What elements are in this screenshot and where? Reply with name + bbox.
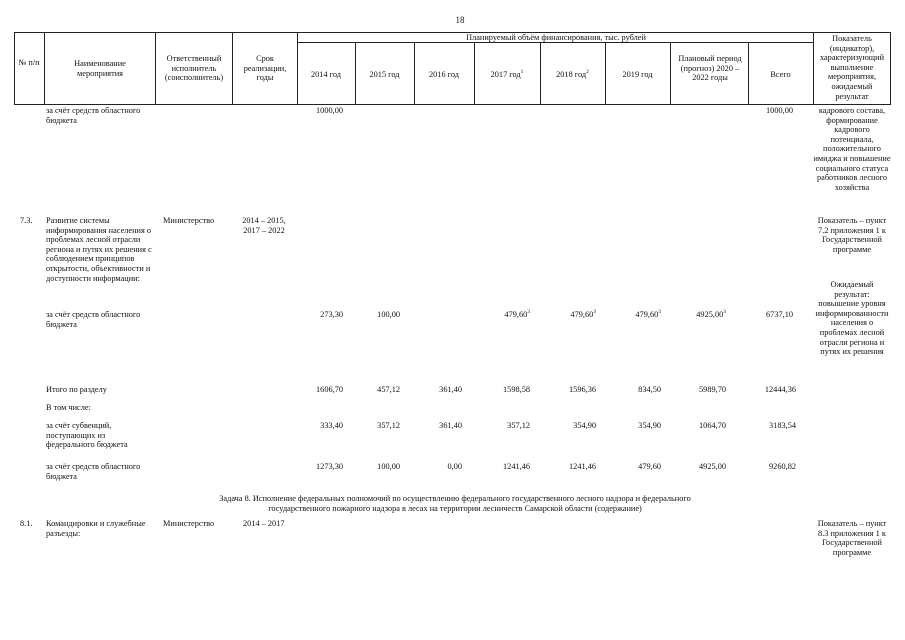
row-subv-name: за счёт субвенций, поступающих из федерального бюджета <box>46 421 128 450</box>
task-8-heading: Задача 8. Исполнение федеральных полномочий по осуществлению федерального государственного лесного надзора и федерального государственного пожарного надзора в лесах на территории лесничеств Самарской области (содержание) <box>219 494 691 513</box>
header-num: № п/п <box>18 58 40 67</box>
col-line <box>155 32 156 105</box>
row-7-3-budget-planned: 4925,00$^3$ <box>696 309 726 319</box>
row-itogo-2016: 361,40 <box>439 385 462 394</box>
row-budget-2014: 1000,00 <box>316 106 343 115</box>
header-term: Срок реализации, годы <box>243 54 287 83</box>
row-subv-total: 3183,54 <box>769 421 796 430</box>
row-obl-planned: 4925,00 <box>699 462 726 471</box>
row-obl-2019: 479,60 <box>638 462 661 471</box>
col-line <box>232 32 233 105</box>
header-bottom-border <box>14 104 890 105</box>
row-obl-2018: 1241,46 <box>569 462 596 471</box>
col-line <box>14 32 15 105</box>
col-line <box>890 32 891 105</box>
row-budget-name: за счёт средств областного бюджета <box>46 106 141 125</box>
row-subv-2016: 361,40 <box>439 421 462 430</box>
row-subv-2015: 357,12 <box>377 421 400 430</box>
row-7-3-executor: Министерство <box>163 216 215 225</box>
row-obl-total: 9260,82 <box>769 462 796 471</box>
row-itogo-2014: 1606,70 <box>316 385 343 394</box>
header-planned: Плановый период (прогноз) 2020 – 2022 годы <box>678 54 742 83</box>
row-7-3-budget-total: 6737,10 <box>766 310 793 319</box>
row-itogo-2017: 1598,58 <box>503 385 530 394</box>
header-name: Наименование мероприятия <box>74 59 126 78</box>
header-year-2018: 2018 год$^2$ <box>556 69 589 79</box>
row-subv-2018: 354,90 <box>573 421 596 430</box>
row-itogo-2015: 457,12 <box>377 385 400 394</box>
page-number: 18 <box>455 15 465 25</box>
row-itogo-name: Итого по разделу <box>46 385 107 394</box>
row-itogo-planned: 5989,70 <box>699 385 726 394</box>
col-line <box>670 42 671 105</box>
row-7-3-budget-2018: 479,60$^3$ <box>570 309 596 319</box>
header-funding-group: Планируемый объём финансирования, тыс. рублей <box>466 33 646 42</box>
row-7-3-budget-indicator: Ожидаемый результат: повышение уровня информированности населения о проблемах лесной отрасли региона и путях их решения <box>815 280 889 357</box>
header-year-2014: 2014 год <box>311 70 341 79</box>
row-obl-name: за счёт средств областного бюджета <box>46 462 141 481</box>
header-year-2017: 2017 год$^1$ <box>490 69 524 79</box>
col-line <box>297 32 298 105</box>
row-8-1-indicator: Показатель – пункт 8.3 приложения 1 к Государственной программе <box>817 519 887 557</box>
col-line <box>813 32 814 105</box>
header-year-2015: 2015 год <box>369 70 400 79</box>
row-7-3-budget-2015: 100,00 <box>377 310 400 319</box>
row-subv-2014: 333,40 <box>320 421 343 430</box>
header-year-2019: 2019 год <box>622 70 653 79</box>
header-year-2016: 2016 год <box>429 70 459 79</box>
header-total: Всего <box>770 70 791 79</box>
row-7-3-budget-2019: 479,60$^3$ <box>635 309 661 319</box>
row-obl-2014: 1273,30 <box>316 462 343 471</box>
row-itogo-2018: 1596,36 <box>569 385 596 394</box>
row-7-3-indicator: Показатель – пункт 7.2 приложения 1 к Государственной программе <box>817 216 887 254</box>
row-subv-2019: 354,90 <box>638 421 661 430</box>
header-indicator: Показатель (индикатор), характеризующий выполнение мероприятия, ожидаемый результат <box>819 34 885 101</box>
row-7-3-term: 2014 – 2015, 2017 – 2022 <box>242 216 286 235</box>
row-obl-2015: 100,00 <box>377 462 400 471</box>
row-8-1-executor: Министерство <box>163 519 215 528</box>
row-8-1-num: 8.1. <box>20 519 33 528</box>
row-7-3-budget-name: за счёт средств областного бюджета <box>46 310 141 329</box>
row-vtom-label: В том числе: <box>46 403 91 412</box>
row-obl-2017: 1241,46 <box>503 462 530 471</box>
row-8-1-name: Командировки и служебные разъезды: <box>46 519 146 538</box>
col-line <box>44 32 45 105</box>
row-obl-2016: 0,00 <box>447 462 462 471</box>
row-7-3-budget-2014: 273,30 <box>320 310 343 319</box>
row-itogo-total: 12444,36 <box>764 385 796 394</box>
row-subv-2017: 357,12 <box>507 421 530 430</box>
row-7-3-budget-2017: 479,60$^3$ <box>504 309 530 319</box>
row-8-1-term: 2014 – 2017 <box>243 519 285 528</box>
header-executor: Ответственный исполнитель (соисполнитель) <box>164 54 224 83</box>
row-7-3-num: 7.3. <box>20 216 33 225</box>
row-itogo-2019: 834,50 <box>638 385 661 394</box>
row-7-3-name: Развитие системы информирования населения о проблемах лесной отрасли региона и путях их решения с соблюдением принципов открытости, объективности и доступности информации: <box>46 216 152 283</box>
row-subv-planned: 1064,70 <box>699 421 726 430</box>
row-budget-total: 1000,00 <box>766 106 793 115</box>
row-budget-indicator: кадрового состава, формирование кадрового потенциала, положительного имиджа и повышение социального статуса работников лесного хозяйства <box>813 106 891 192</box>
